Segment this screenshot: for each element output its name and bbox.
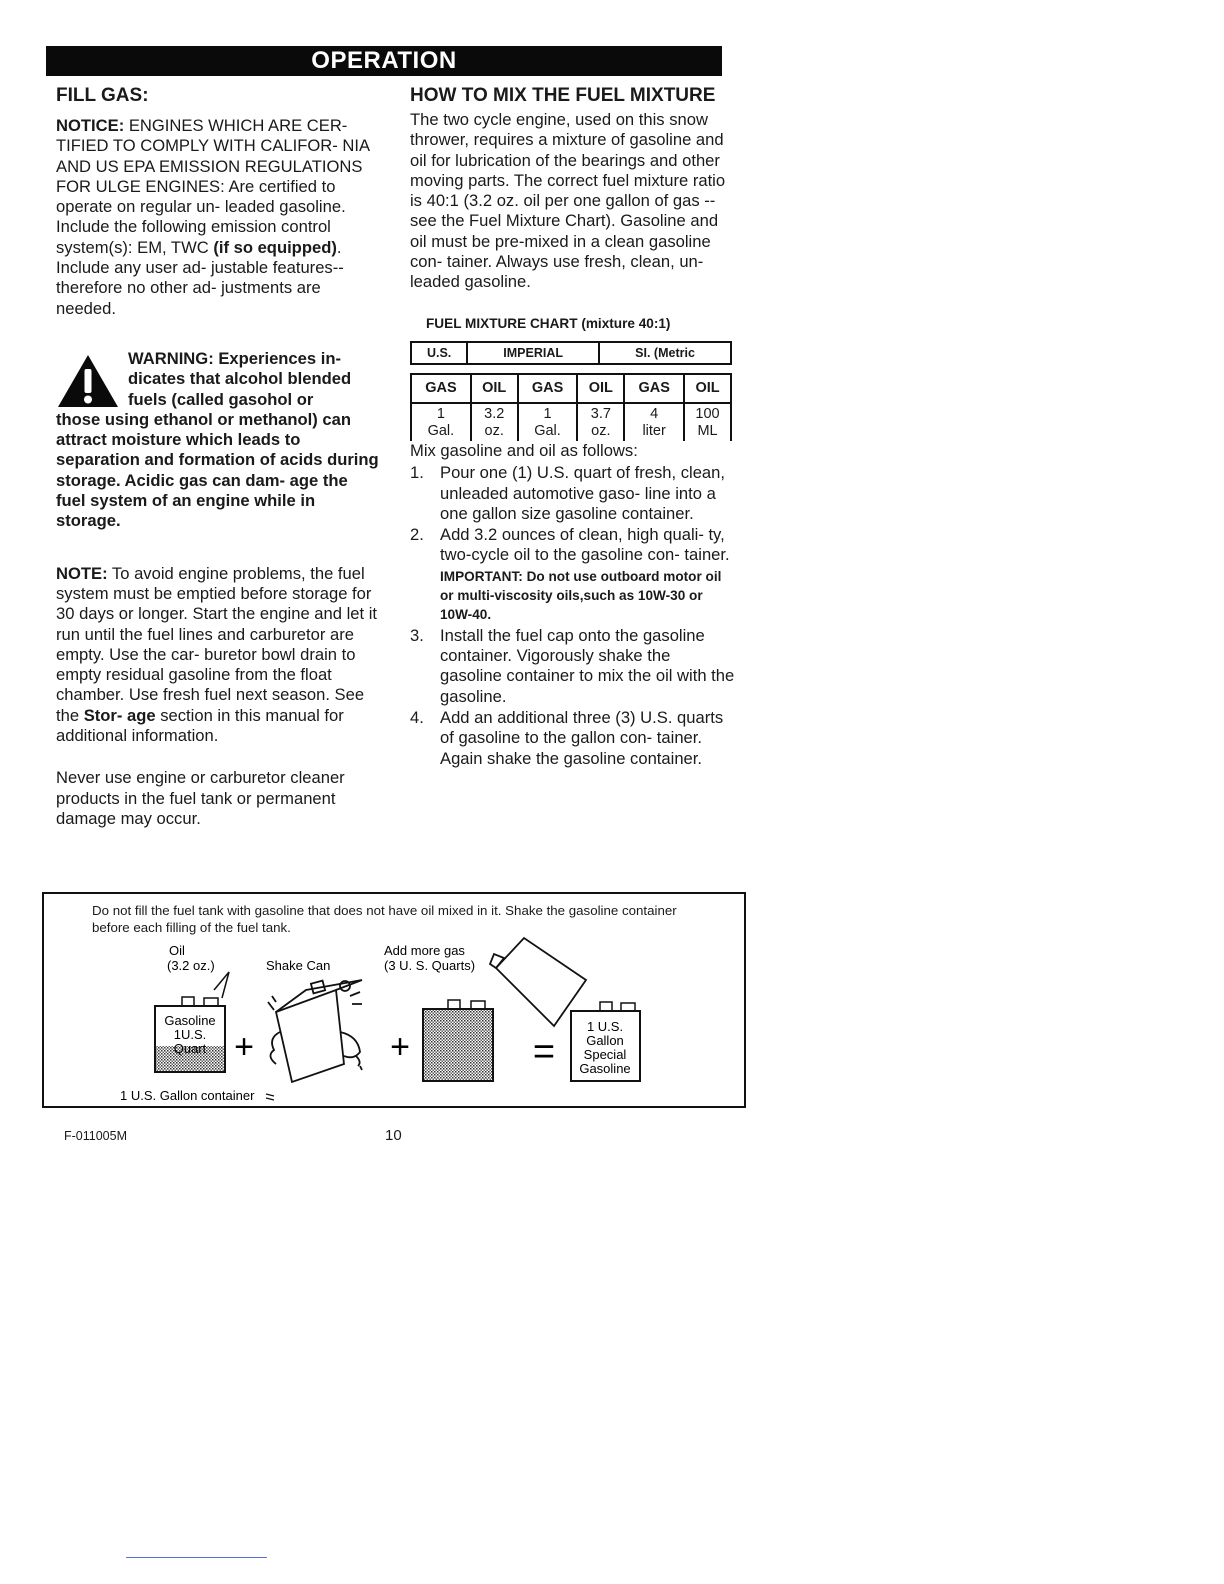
note-paragraph bbox=[56, 564, 380, 747]
shake-can-label: Shake Can bbox=[266, 958, 331, 973]
mix-intro-paragraph: The two cycle engine, used on this snow thrower, requires a mixture of gasoline and oil for lubrication of the bearings and other moving parts. The correct fuel mixture ratio is 40:1 (3.2 oz. oil per one gallon of gas -- see the Fuel Mixture Chart). Gasoline and oil must be pre-mixed in a clean gasoline con- tainer. Always use fresh, clean, un- leaded gasoline. bbox=[410, 110, 726, 292]
gasoline-quart-container-icon bbox=[155, 972, 229, 1072]
mix-steps-intro: Mix gasoline and oil as follows: bbox=[410, 440, 638, 460]
can1-line1: Gasoline bbox=[164, 1013, 216, 1028]
plus-sign: + bbox=[234, 1028, 254, 1066]
group-us: U.S. bbox=[411, 342, 467, 364]
warning-rest: those using ethanol or methanol) can attract moisture which leads to separation and formation of acids during storage. Acidic gas can dam- age the fuel system of an engine while in storage. bbox=[56, 409, 379, 531]
document-code: F-011005M bbox=[64, 1129, 127, 1143]
oil-label: Oil bbox=[169, 943, 185, 958]
notice-body-b: . Include any user ad- justable features--therefore no other ad- justments are needed. bbox=[56, 237, 344, 318]
fill-gas-heading: FILL GAS: bbox=[56, 85, 149, 106]
never-paragraph: Never use engine or carburetor cleaner products in the fuel tank or permanent damage may occur. bbox=[56, 768, 345, 828]
note-text-a: To avoid engine problems, the fuel system must be emptied before storage for 30 days or longer. Start the engine and let it run until the fuel lines and carburetor are empty. Use the car- buretor bowl drain to empty residual gasoline from the float chamber. Use fresh fuel next season. See the bbox=[56, 563, 378, 725]
can1-line3: Quart bbox=[173, 1041, 207, 1056]
table-cell: 3.2 oz. bbox=[471, 403, 518, 441]
add-gas-label: Add more gas bbox=[384, 943, 465, 958]
notice-text: ENGINES WHICH ARE CER- TIFIED TO COMPLY WITH CALIFOR- NIA AND US EPA EMISSION REGULATIONS FOR ULGE ENGINES: bbox=[56, 116, 370, 196]
list-item: 3. Install the fuel cap onto the gasoline container. Vigorously shake the gasoline container to mix the oil with the gasoline. bbox=[410, 625, 735, 706]
group-imperial: IMPERIAL bbox=[467, 342, 599, 364]
page-number: 10 bbox=[385, 1127, 402, 1144]
equals-sign: = bbox=[532, 1031, 556, 1073]
warning-block bbox=[56, 349, 380, 532]
left-column bbox=[56, 84, 380, 829]
important-note: IMPORTANT: Do not use outboard motor oil or multi-viscosity oils,such as 10W-30 or 10W-40. bbox=[440, 568, 722, 622]
container-label: 1 U.S. Gallon container bbox=[120, 1088, 255, 1103]
add-gas-amount: (3 U. S. Quarts) bbox=[384, 958, 476, 973]
shaded-container-icon bbox=[423, 1000, 493, 1081]
group-metric: SI. (Metric bbox=[599, 342, 731, 364]
col-header: OIL bbox=[577, 374, 624, 403]
box-caption: Do not fill the fuel tank with gasoline that does not have oil mixed in it. Shake the gasoline container before each filling of the fuel tank. bbox=[92, 903, 677, 935]
special-gasoline-container-icon bbox=[571, 1002, 640, 1081]
col-header: GAS bbox=[411, 374, 471, 403]
pointer-mark-icon bbox=[266, 1094, 274, 1100]
list-item: 1. Pour one (1) U.S. quart of fresh, clean, unleaded automotive gaso- line into a one gallon size gasoline container. bbox=[410, 463, 726, 523]
result-line1: 1 U.S. bbox=[586, 1019, 624, 1034]
table-cell: 1 Gal. bbox=[518, 403, 578, 441]
warning-triangle-icon bbox=[56, 353, 120, 409]
table-cell: 3.7 oz. bbox=[577, 403, 624, 441]
oil-amount: (3.2 oz.) bbox=[167, 958, 215, 973]
mix-heading: HOW TO MIX THE FUEL MIXTURE bbox=[410, 85, 716, 106]
mixing-illustration-box bbox=[42, 892, 746, 1108]
table-cell: 1 Gal. bbox=[411, 403, 471, 441]
note-label: NOTE: bbox=[56, 563, 108, 583]
table-header-row bbox=[411, 374, 731, 403]
note-bold: Stor- age bbox=[83, 705, 156, 725]
fuel-mixture-table bbox=[410, 373, 732, 441]
mix-steps-list bbox=[410, 463, 736, 769]
section-banner: OPERATION bbox=[46, 46, 722, 76]
can1-line2: 1U.S. bbox=[173, 1027, 207, 1042]
list-item: 2. Add 3.2 ounces of clean, high quali- ty, two-cycle oil to the gasoline con- tainer. IMPORTANT: Do not use outboard motor oil or multi-viscosity oils,such as 10W-30 or 10W-40. bbox=[410, 525, 736, 624]
result-line4: Gasoline bbox=[579, 1061, 631, 1076]
bottom-rule bbox=[126, 1557, 267, 1558]
plus-sign: + bbox=[390, 1028, 410, 1066]
result-line2: Gallon bbox=[586, 1033, 624, 1048]
col-header: GAS bbox=[518, 374, 578, 403]
notice-paragraph bbox=[56, 116, 380, 319]
list-item: 4. Add an additional three (3) U.S. quarts of gasoline to the gallon con- tainer. Again shake the gasoline container. bbox=[410, 707, 724, 768]
table-row bbox=[411, 403, 731, 441]
chart-group-header bbox=[410, 341, 732, 365]
right-column bbox=[410, 84, 736, 770]
col-header: OIL bbox=[684, 374, 731, 403]
notice-label: NOTICE: bbox=[56, 116, 125, 135]
result-line3: Special bbox=[583, 1047, 627, 1062]
shake-can-icon bbox=[268, 980, 362, 1082]
table-cell: 4 liter bbox=[624, 403, 684, 441]
mixing-diagram bbox=[44, 894, 744, 1106]
notice-body-a: Are certified to operate on regular un- leaded gasoline. Include the following emission control system(s): EM, TWC bbox=[56, 176, 346, 257]
col-header: OIL bbox=[471, 374, 518, 403]
chart-title: FUEL MIXTURE CHART (mixture 40:1) bbox=[426, 315, 671, 331]
col-header: GAS bbox=[624, 374, 684, 403]
note-text-b: section in this manual for additional information. bbox=[56, 705, 344, 746]
notice-bold: (if so equipped) bbox=[213, 237, 337, 257]
warning-first: WARNING: Experiences in- dicates that alcohol blended fuels (called gasohol or bbox=[128, 348, 352, 409]
table-cell: 100 ML bbox=[684, 403, 731, 441]
